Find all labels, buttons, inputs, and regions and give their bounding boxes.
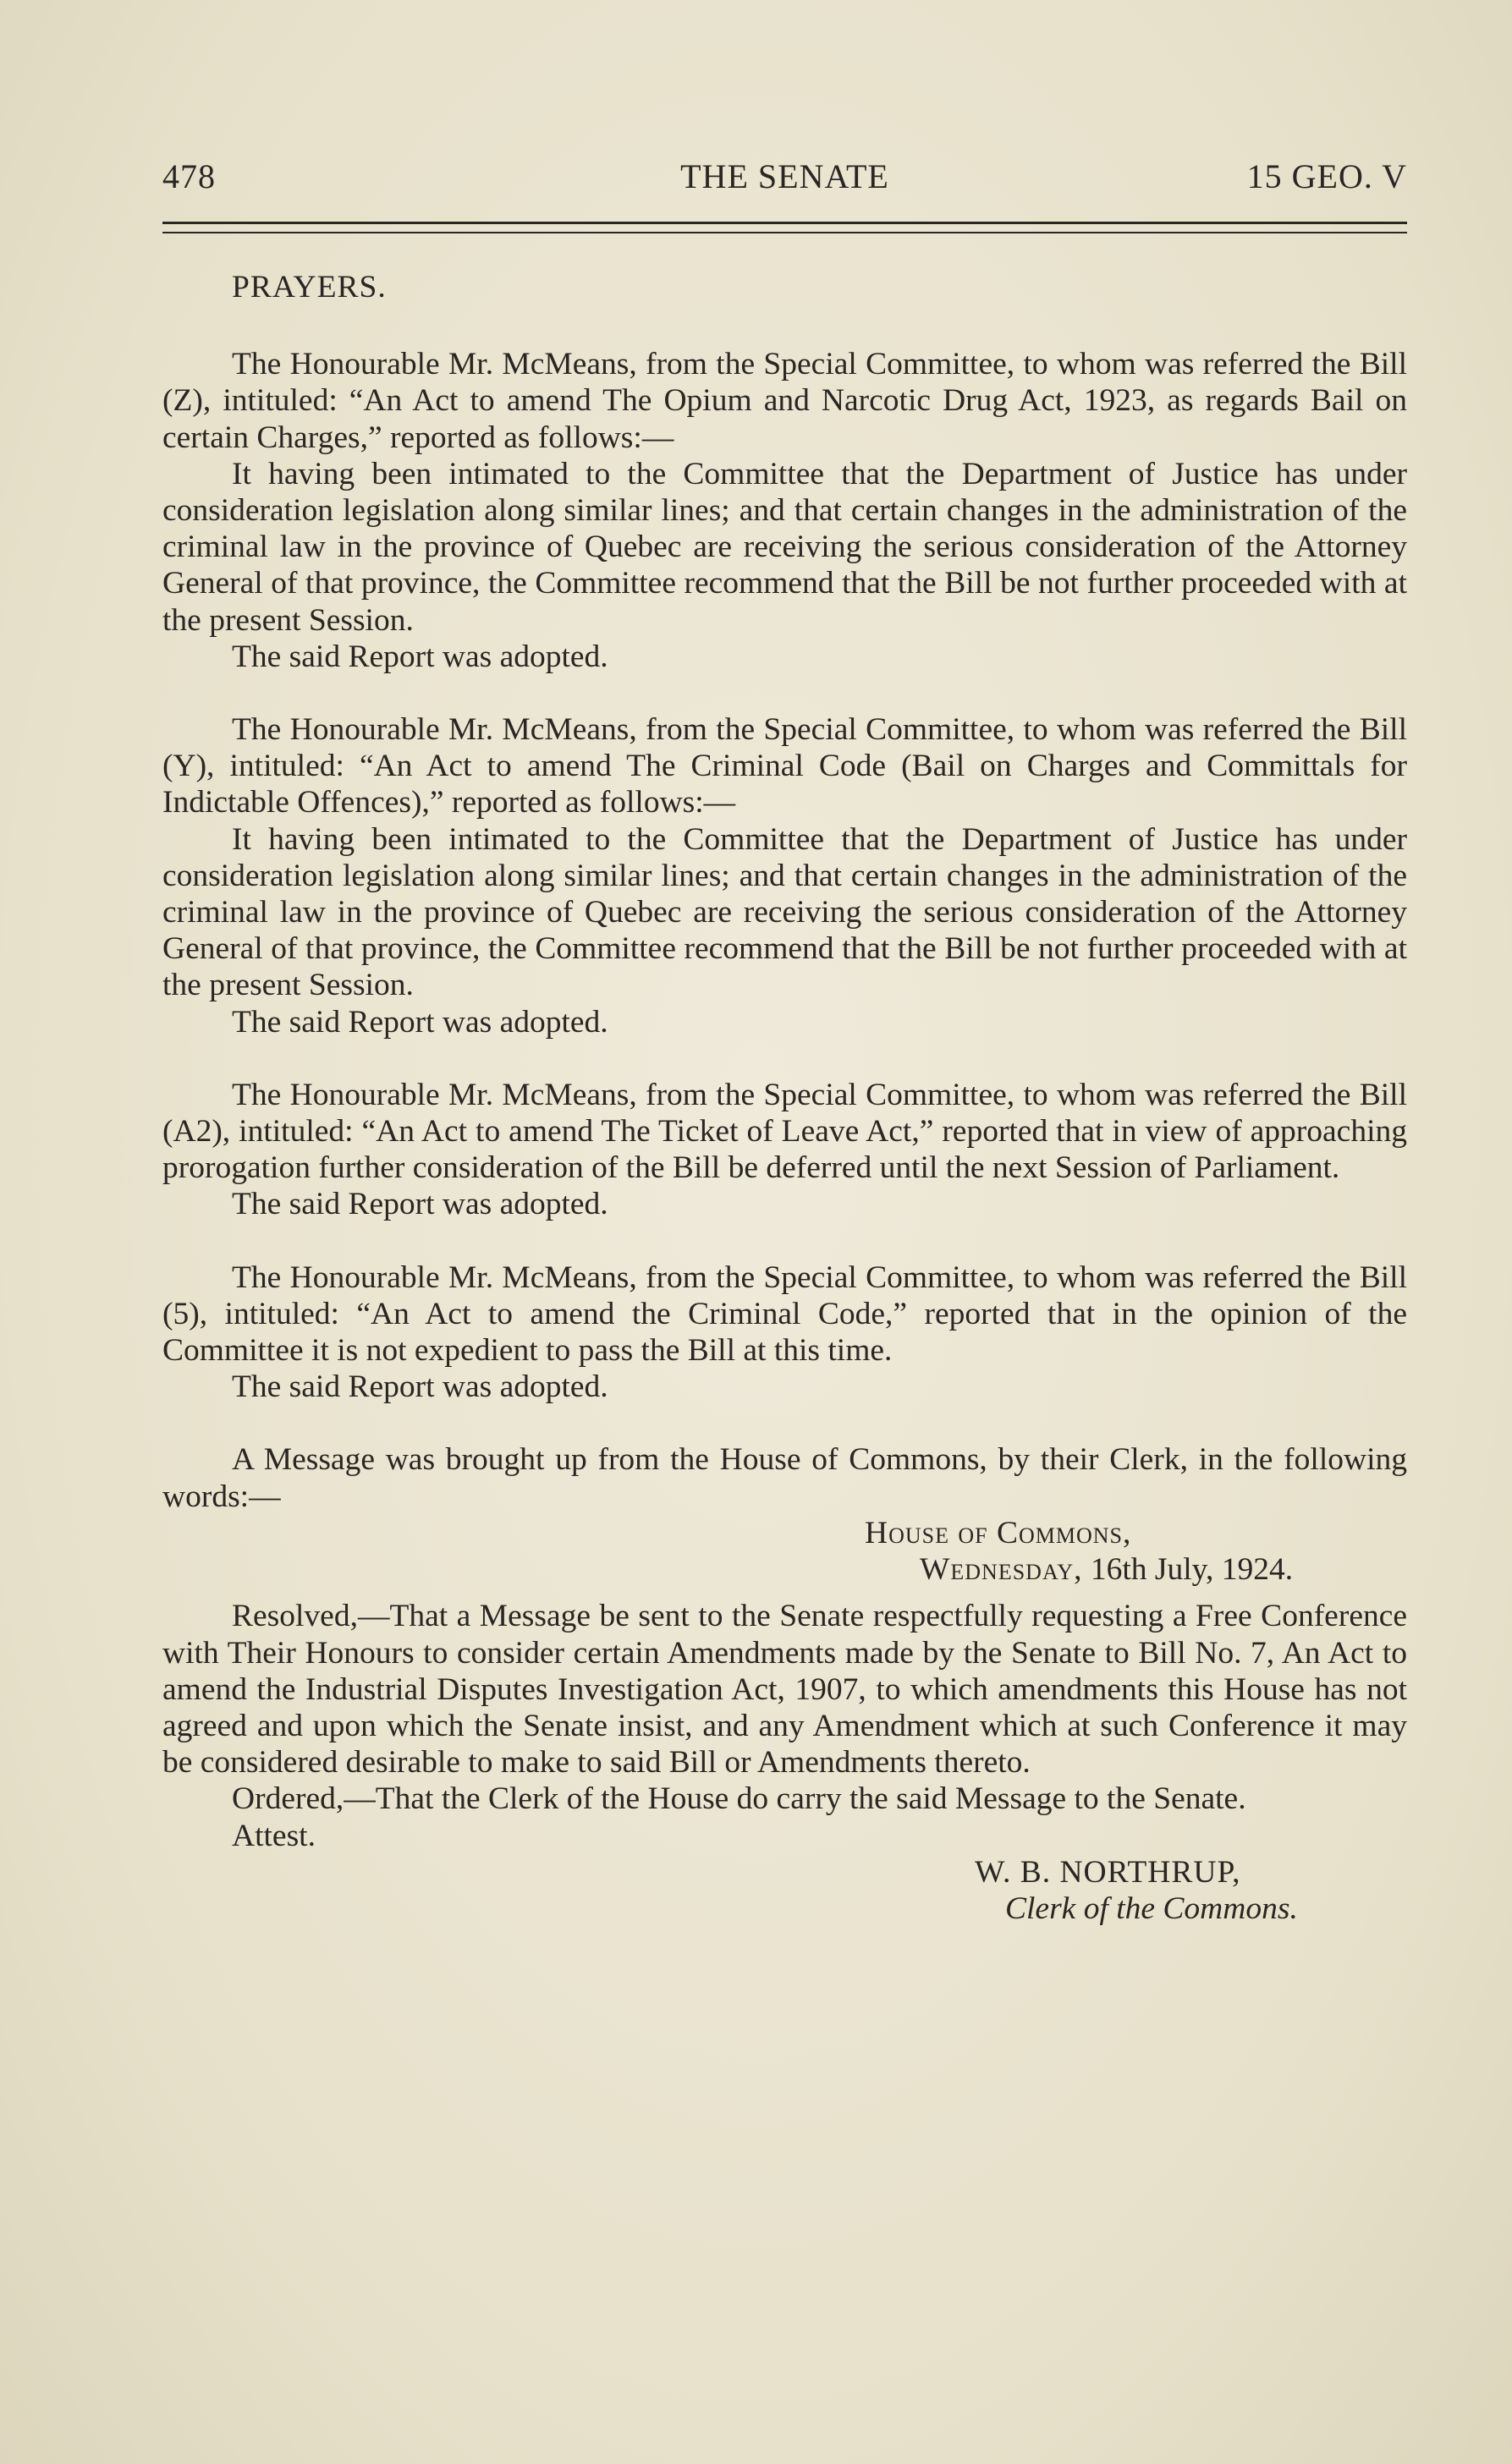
report-3-intro: The Honourable Mr. McMeans, from the Special Committee, to whom was referred the Bill (A2), intituled: “An Act to amend The Ticket of Leave Act,” reported that in view of approaching prorogation further consideration of the Bill be deferred until the next Session of Parliament. (162, 1077, 1407, 1186)
section-heading: PRAYERS. (232, 270, 387, 305)
signatory-title: Clerk of the Commons. (1005, 1891, 1298, 1926)
message-ordered: Ordered,—That the Clerk of the House do carry the said Message to the Senate. (232, 1781, 1246, 1817)
signatory-name: W. B. NORTHRUP, (975, 1854, 1241, 1890)
report-2-intro: The Honourable Mr. McMeans, from the Special Committee, to whom was referred the Bill (Y), intituled: “An Act to amend The Criminal Code (Bail on Charges and Committals for Indictable Offences),” reported as follows:— (162, 712, 1407, 820)
report-1-adopted: The said Report was adopted. (232, 639, 608, 674)
message-date-rest: 16th July, 1924. (1082, 1552, 1294, 1588)
message-date-day: Wednesday, (920, 1552, 1083, 1588)
report-1-intro: The Honourable Mr. McMeans, from the Special Committee, to whom was referred the Bill (Z), intituled: “An Act to amend The Opium and Narcotic Drug Act, 1923, as regards Bail on certain Charges,” reported as follows:— (162, 347, 1407, 455)
header-double-rule (162, 222, 1407, 233)
report-2-adopted: The said Report was adopted. (232, 1004, 608, 1040)
running-header (162, 156, 1407, 199)
report-3-adopted: The said Report was adopted. (232, 1187, 608, 1222)
report-2-body: It having been intimated to the Committee that the Department of Justice has under consideration legislation along similar lines; and that certain changes in the administration of the criminal law in the province of Quebec are receiving the serious consideration of the Attorney General of that province, the Committee recommend that the Bill be not further proceeded with at the present Session. (162, 821, 1407, 1003)
message-intro: A Message was brought up from the House of Commons, by their Clerk, in the following words:— (162, 1442, 1407, 1514)
header-reign: 15 GEO. V (1246, 157, 1407, 195)
message-resolved: Resolved,—That a Message be sent to the Senate respectfully requesting a Free Conference with Their Honours to consider certain Amendments made by the Senate to Bill No. 7, An Act to amend the Industrial Disputes Investigation Act, 1907, to which amendments this House has not agreed and upon which the Senate insist, and any Amendment which at such Conference it may be considered desirable to make to said Bill or Amendments thereto. (162, 1599, 1407, 1781)
journal-body (162, 269, 1407, 1927)
message-date (162, 1551, 1407, 1588)
report-4-intro: The Honourable Mr. McMeans, from the Special Committee, to whom was referred the Bill (5), intituled: “An Act to amend the Criminal Code,” reported that in the opinion of the Committee it is not expedient to pass the Bill at this time. (162, 1259, 1407, 1369)
header-title: THE SENATE (680, 157, 889, 195)
message-house: House of Commons, (865, 1515, 1132, 1550)
report-1-body: It having been intimated to the Committee that the Department of Justice has under consideration legislation along similar lines; and that certain changes in the administration of the criminal law in the province of Quebec are receiving the serious consideration of the Attorney General of that province, the Committee recommend that the Bill be not further proceeded with at the present Session. (162, 456, 1407, 638)
message-attest: Attest. (232, 1818, 316, 1853)
report-4-adopted: The said Report was adopted. (232, 1369, 608, 1405)
page-number: 478 (162, 157, 216, 195)
